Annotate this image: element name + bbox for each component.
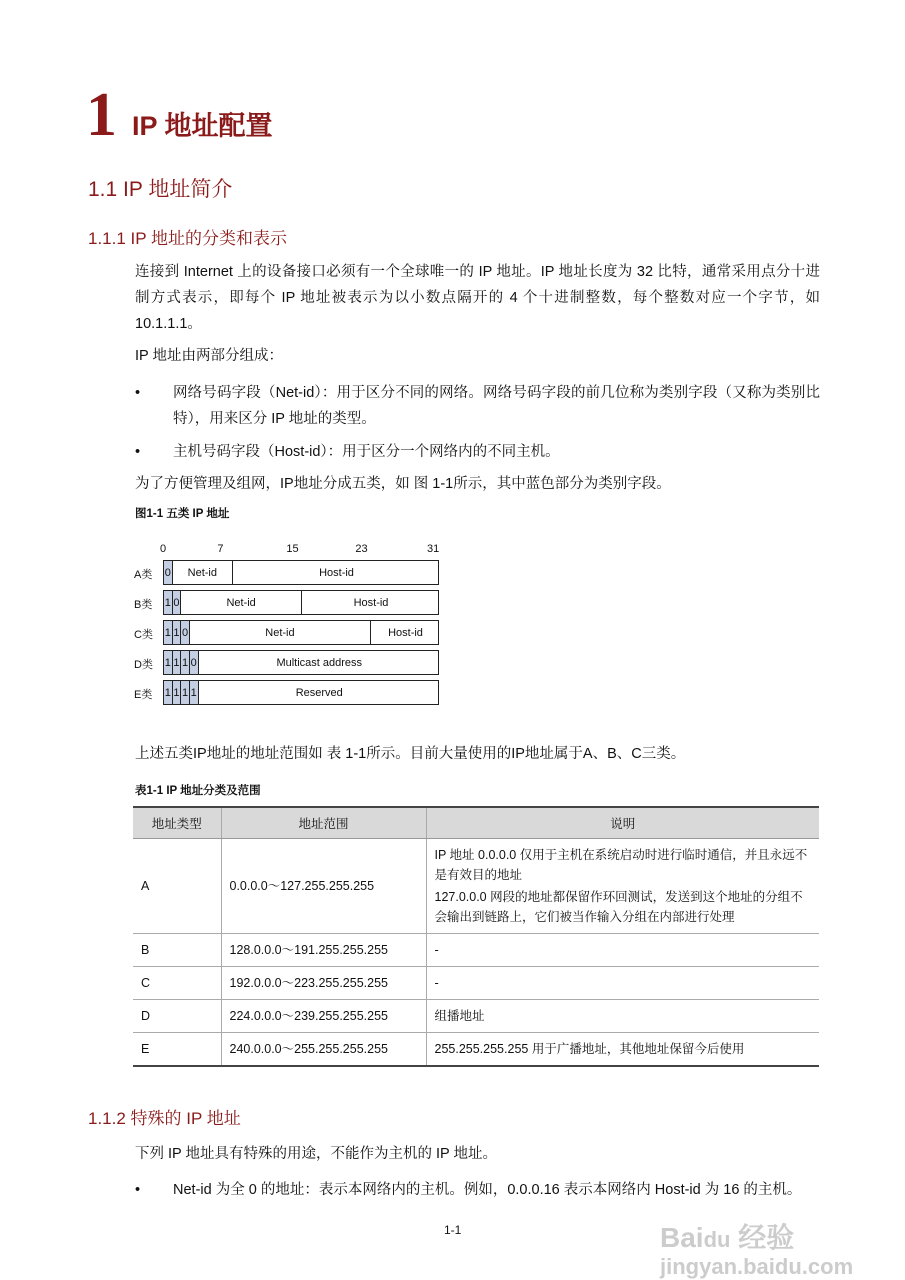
table-row [133, 1032, 819, 1066]
cell-range: 128.0.0.0～191.255.255.255 [221, 933, 426, 966]
address-format-bar [163, 560, 439, 585]
cell-range: 0.0.0.0～127.255.255.255 [221, 838, 426, 933]
bit-tick-label: 15 [286, 543, 299, 555]
list-item: • Net-id 为全 0 的地址：表示本网络内的主机。例如，0.0.0.16 表示本网络内 Host-id 为 16 的主机。 [135, 1177, 820, 1203]
description-text: 255.255.255.255 用于广播地址，其他地址保留今后使用 [434, 1041, 745, 1056]
list-item-text: Net-id 为全 0 的地址：表示本网络内的主机。例如，0.0.0.16 表示本网络内 Host-id 为 16 的主机。 [173, 1181, 802, 1198]
field-segment: Host-id [388, 626, 423, 639]
class-bit: 0 [190, 651, 199, 674]
class-bit: 1 [164, 651, 173, 674]
cell-type: A [133, 838, 221, 933]
class-bit: 1 [164, 621, 173, 644]
cell-range: 224.0.0.0～239.255.255.255 [221, 999, 426, 1032]
table-row [133, 966, 819, 999]
class-label: D类 [134, 659, 153, 671]
address-format-bar [163, 650, 439, 675]
description-text: IP 地址 0.0.0.0 仅用于主机在系统启动时进行临时通信，并且永远不是有效目的地址 [434, 847, 808, 882]
section-title: 1.1 IP 地址简介 [88, 178, 233, 201]
description-text: - [434, 975, 439, 990]
class-bit: 1 [173, 651, 182, 674]
class-label: E类 [134, 689, 153, 701]
bit-tick-label: 0 [160, 543, 167, 555]
page-number: 1-1 [444, 1223, 462, 1237]
field-segment: Net-id [181, 591, 302, 614]
description-text: 127.0.0.0 网段的地址都保留作环回测试，发送到这个地址的分组不会输出到链路上，它们被当作输入分组在内部进行处理 [434, 889, 803, 924]
class-bit: 1 [181, 681, 190, 704]
column-header: 地址范围 [221, 807, 426, 838]
paragraph: 下列 IP 地址具有特殊的用途，不能作为主机的 IP 地址。 [135, 1145, 497, 1162]
class-bit: 0 [181, 621, 190, 644]
field-segment: Reserved [295, 686, 343, 699]
class-bit: 0 [173, 591, 182, 614]
description-text: 组播地址 [434, 1008, 485, 1023]
chapter-number: 1 [86, 81, 117, 149]
field-segment: Host-id [319, 566, 354, 579]
class-bit: 1 [173, 681, 182, 704]
cell-description [426, 838, 819, 933]
cell-description [426, 1032, 819, 1066]
class-label: B类 [134, 599, 153, 611]
list-item: • 主机号码字段（Host-id）：用于区分一个网络内的不同主机。 [135, 439, 820, 465]
chapter-title: IP 地址配置 [132, 111, 273, 141]
class-bit: 0 [164, 561, 173, 584]
table-row [133, 933, 819, 966]
field-segment: Multicast address [276, 656, 363, 669]
cell-type: C [133, 966, 221, 999]
field-segment: Host-id [353, 596, 389, 609]
field-segment: Net-id [190, 621, 371, 644]
class-label: C类 [134, 629, 153, 641]
cell-range: 240.0.0.0～255.255.255.255 [221, 1032, 426, 1066]
class-label: A类 [134, 569, 153, 581]
subsection-title: 1.1.1 IP 地址的分类和表示 [88, 229, 288, 248]
paragraph: 为了方便管理及组网，IP地址分成五类，如 图 1-1所示，其中蓝色部分为类别字段。 [135, 476, 671, 492]
class-bit: 1 [173, 621, 182, 644]
class-bit: 1 [164, 591, 173, 614]
paragraph: 连接到 Internet 上的设备接口必须有一个全球唯一的 IP 地址。IP 地址长度为 32 比特，通常采用点分十进制方式表示，即每个 IP 地址被表示为以小数点隔开的 4 个十进制整数，每个整数对应一个字节，如 10.1.1.1。 [135, 264, 820, 332]
cell-range: 192.0.0.0～223.255.255.255 [221, 966, 426, 999]
list-item-text: 网络号码字段（Net-id）：用于区分不同的网络。网络号码字段的前几位称为类别字段（又称为类别比特），用来区分 IP 地址的类型。 [173, 385, 820, 427]
address-format-bar [163, 590, 439, 615]
cell-description [426, 933, 819, 966]
cell-type: E [133, 1032, 221, 1066]
paragraph: IP 地址由两部分组成： [135, 348, 283, 364]
class-bit: 1 [181, 651, 190, 674]
paragraph: 上述五类IP地址的地址范围如 表 1-1所示。目前大量使用的IP地址属于A、B、C三类。 [135, 746, 686, 762]
figure-caption: 图1-1 五类 IP 地址 [135, 508, 230, 520]
watermark-url: jingyan.baidu.com [660, 1254, 854, 1279]
bit-tick-label: 23 [355, 543, 368, 555]
address-format-bar [163, 680, 439, 705]
subsection-title: 1.1.2 特殊的 IP 地址 [88, 1108, 241, 1128]
ip-class-diagram [130, 540, 450, 710]
column-header: 地址类型 [133, 807, 221, 838]
field-segment: Net-id [173, 561, 233, 584]
list-item-text: 主机号码字段（Host-id）：用于区分一个网络内的不同主机。 [173, 444, 560, 460]
address-format-bar [163, 620, 439, 645]
bit-tick-label: 31 [427, 543, 440, 555]
baidu-watermark-logo: Baidu 经验 [660, 1222, 795, 1253]
table-row [133, 838, 819, 933]
cell-type: D [133, 999, 221, 1032]
page-body [0, 176, 905, 1203]
class-bit: 1 [164, 681, 173, 704]
table-row [133, 999, 819, 1032]
bit-tick-label: 7 [217, 543, 224, 555]
ip-class-table [133, 806, 819, 1067]
list-item: • 网络号码字段（Net-id）：用于区分不同的网络。网络号码字段的前几位称为类别字段（又称为类别比特），用来区分 IP 地址的类型。 [135, 380, 820, 432]
description-text: - [434, 942, 439, 957]
cell-description [426, 966, 819, 999]
cell-type: B [133, 933, 221, 966]
column-header: 说明 [426, 807, 819, 838]
table-caption: 表1-1 IP 地址分类及范围 [135, 785, 261, 797]
cell-description [426, 999, 819, 1032]
class-bit: 1 [190, 681, 199, 704]
